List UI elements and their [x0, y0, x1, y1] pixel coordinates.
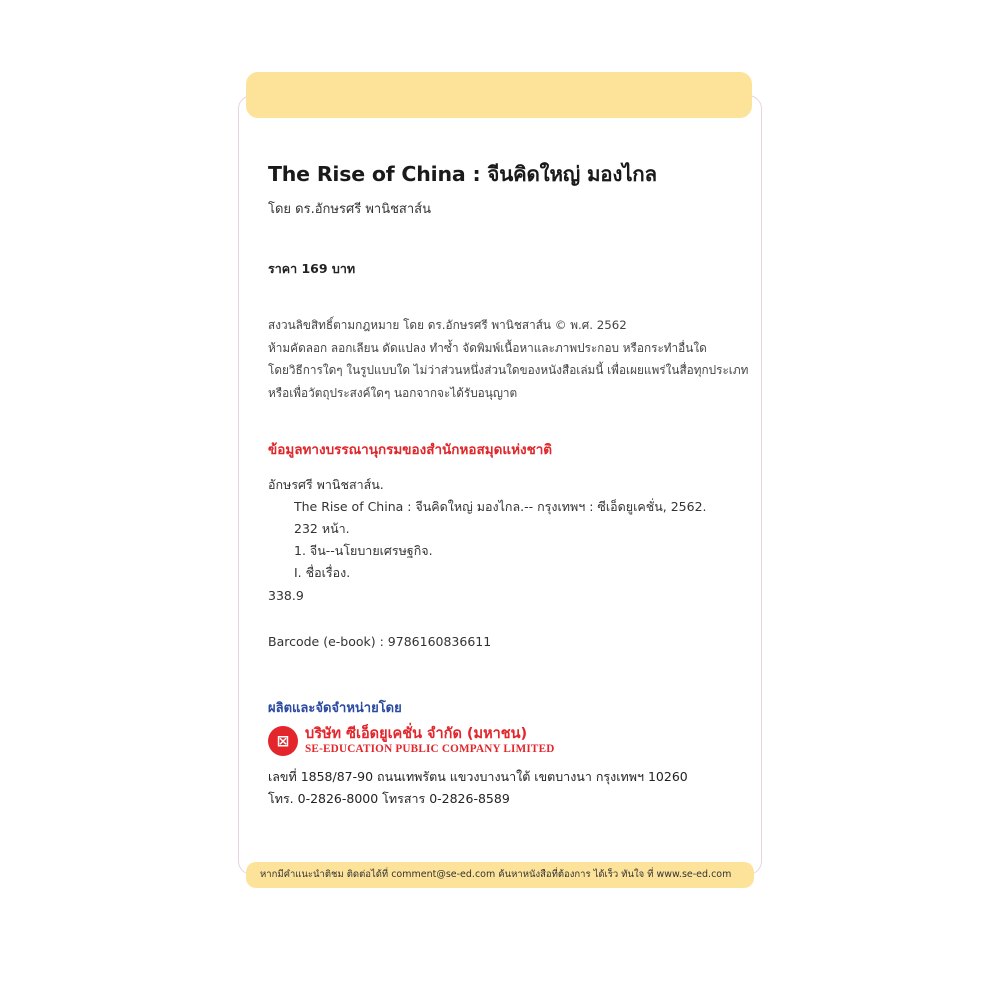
distributor-heading: ผลิตและจัดจำหน่ายโดย — [268, 701, 402, 716]
class-number: 338.9 — [268, 588, 304, 603]
cip-author: อักษรศรี พานิชสาส์น. — [268, 477, 384, 492]
phone-line: โทร. 0-2826-8000 โทรสาร 0-2826-8589 — [268, 791, 510, 806]
price: ราคา 169 บาท — [268, 261, 356, 276]
author-line: โดย ดร.อักษรศรี พานิชสาส์น — [268, 202, 431, 217]
cip-subject: 1. จีน--นโยบายเศรษฐกิจ. — [294, 543, 433, 558]
company-name-english: SE-EDUCATION PUBLIC COMPANY LIMITED — [305, 743, 555, 755]
publisher-name — [305, 726, 555, 756]
cip-heading: ข้อมูลทางบรรณานุกรมของสำนักหอสมุดแห่งชาติ — [268, 442, 553, 458]
copyright-line: โดยวิธีการใดๆ ในรูปแบบใด ไม่ว่าส่วนหนึ่งส่วนใดของหนังสือเล่มนี้ เพื่อเผยแพร่ในสื่อทุกประเภท — [268, 363, 749, 377]
cip-title-entry: I. ชื่อเรื่อง. — [294, 565, 351, 580]
copyright-line: หรือเพื่อวัตถุประสงค์ใดๆ นอกจากจะได้รับอนุญาต — [268, 385, 518, 400]
publisher-address — [268, 766, 688, 810]
copyright-line: สงวนลิขสิทธิ์ตามกฎหมาย โดย ดร.อักษรศรี พานิชสาส์น © พ.ศ. 2562 — [268, 318, 627, 332]
copyright-notice — [268, 314, 748, 404]
barcode: Barcode (e-book) : 9786160836611 — [268, 634, 492, 649]
cip-pages: 232 หน้า. — [294, 521, 350, 536]
top-band — [246, 72, 752, 118]
publisher-logo — [268, 726, 555, 756]
address-line: เลขที่ 1858/87-90 ถนนเทพรัตน แขวงบางนาใต้ เขตบางนา กรุงเทพฯ 10260 — [268, 769, 688, 784]
footer-band — [246, 862, 754, 888]
cip-record — [268, 474, 707, 584]
company-name-thai: บริษัท ซีเอ็ดยูเคชั่น จำกัด (มหาชน) — [305, 726, 528, 742]
copyright-line: ห้ามคัดลอก ลอกเลียน ดัดแปลง ทำซ้ำ จัดพิมพ์เนื้อหาและภาพประกอบ หรือกระทำอื่นใด — [268, 340, 707, 355]
cip-title: The Rise of China : จีนคิดใหญ่ มองไกล.-- กรุงเทพฯ : ซีเอ็ดยูเคชั่น, 2562. — [294, 499, 707, 514]
footer-text: หากมีคำแนะนำติชม ติดต่อได้ที่ comment@se-ed.com ค้นหาหนังสือที่ต้องการ ได้เร็ว ทันใจ ที่ www.se-ed.com — [260, 869, 732, 880]
book-title: The Rise of China : จีนคิดใหญ่ มองไกล — [268, 162, 657, 186]
se-ed-logo-icon: ⊠ — [268, 726, 298, 756]
